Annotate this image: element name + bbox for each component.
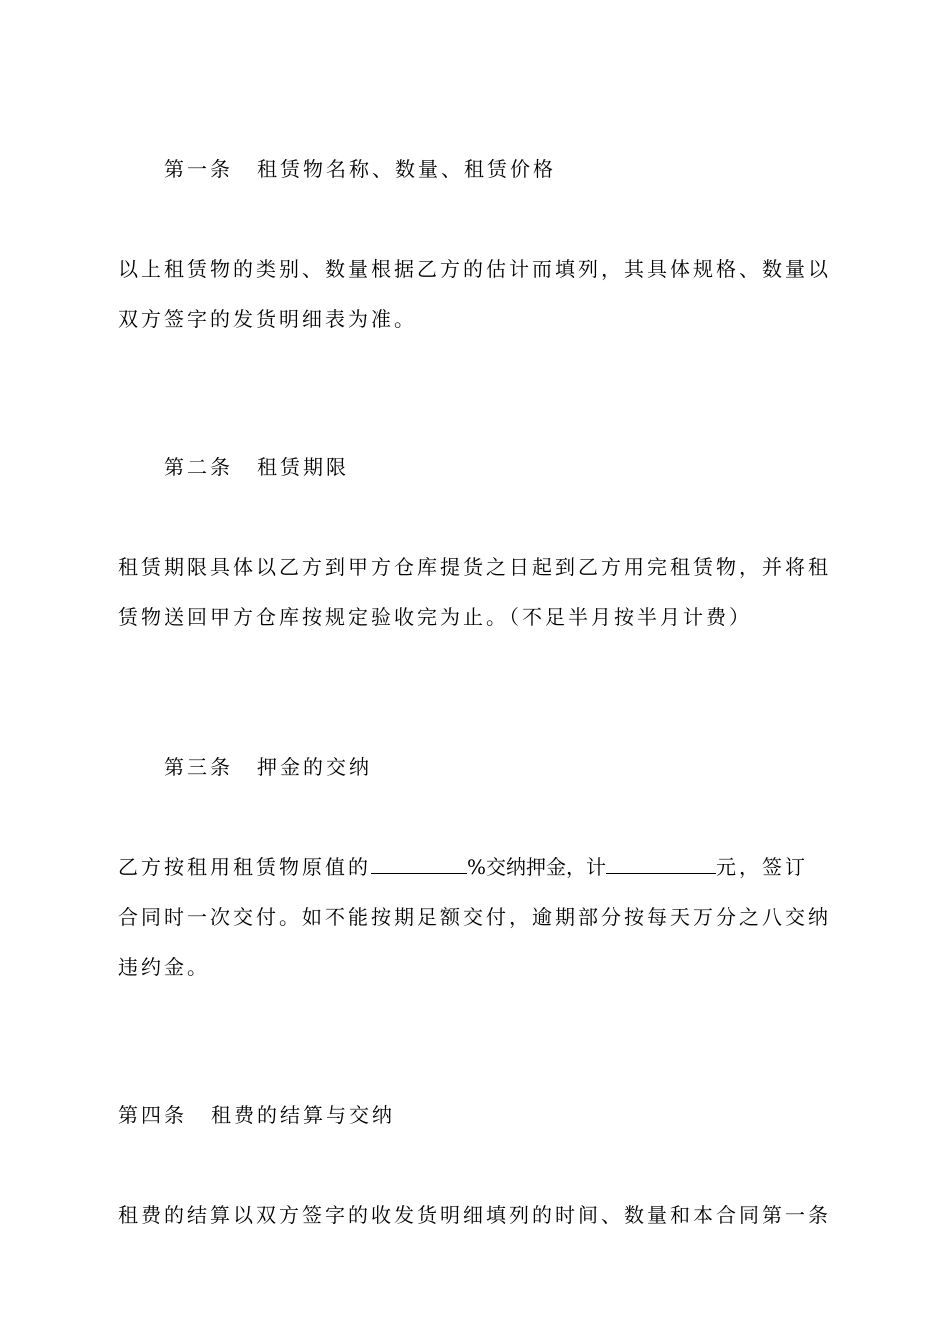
article-2-heading xyxy=(164,455,878,479)
article-4-heading xyxy=(118,1103,832,1127)
article-3-line-3: 违约金。 xyxy=(118,955,210,979)
article-4-line-1: 租费的结算以双方签字的收发货明细填列的时间、数量和本合同第一条 xyxy=(118,1203,831,1227)
article-4-number: 第四条 xyxy=(118,1103,187,1127)
amount-blank-field[interactable] xyxy=(606,855,716,874)
article-3-line-1-part-c: 元，签订 xyxy=(716,855,809,879)
article-3-number: 第三条 xyxy=(164,755,233,779)
article-2-number: 第二条 xyxy=(164,455,233,479)
article-1-line-2: 双方签字的发货明细表为准。 xyxy=(118,307,417,331)
article-1-line-1: 以上租赁物的类别、数量根据乙方的估计而填列，其具体规格、数量以 xyxy=(118,257,831,281)
percentage-blank-field[interactable] xyxy=(371,855,467,874)
article-3-title: 押金的交纳 xyxy=(257,755,372,779)
article-3-heading xyxy=(164,755,878,779)
article-2-line-1: 租赁期限具体以乙方到甲方仓库提货之日起到乙方用完租赁物，并将租 xyxy=(118,555,831,579)
article-1-title: 租赁物名称、数量、租赁价格 xyxy=(257,157,556,181)
article-1-number: 第一条 xyxy=(164,157,233,181)
article-3-line-1 xyxy=(118,855,832,879)
article-2-title: 租赁期限 xyxy=(257,455,349,479)
article-3-line-2: 合同时一次交付。如不能按期足额交付，逾期部分按每天万分之八交纳 xyxy=(118,905,831,929)
article-3-line-1-part-b: %交纳押金，计 xyxy=(467,855,607,879)
article-3-line-1-part-a: 乙方按租用租赁物原值的 xyxy=(118,855,371,879)
article-2-line-2: 赁物送回甲方仓库按规定验收完为止。（不足半月按半月计费） xyxy=(118,605,752,629)
article-1-heading xyxy=(164,157,878,181)
article-4-title: 租费的结算与交纳 xyxy=(211,1103,395,1127)
